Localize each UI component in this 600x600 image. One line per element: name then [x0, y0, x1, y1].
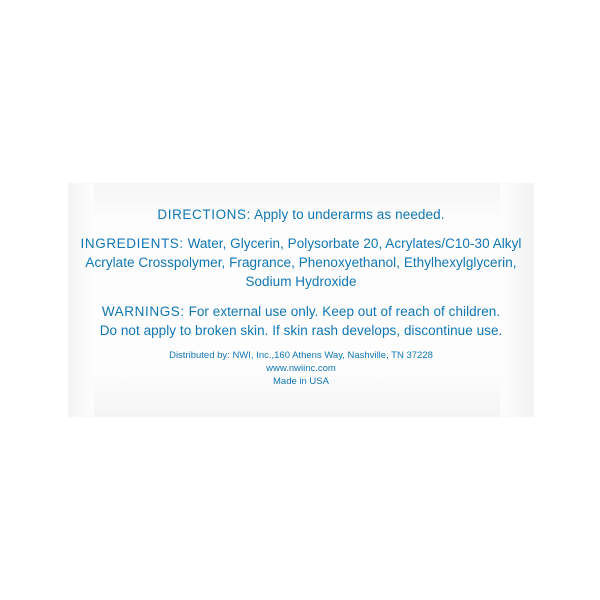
directions-line — [68, 206, 534, 224]
origin-line: Made in USA — [273, 375, 329, 387]
directions-text: Apply to underarms as needed. — [254, 207, 445, 222]
directions-heading: DIRECTIONS: — [157, 207, 251, 222]
website-line: www.nwiinc.com — [266, 363, 336, 375]
fineprint-block — [68, 350, 534, 388]
ingredients-line-2: Acrylate Crosspolymer, Fragrance, Phenoxyethanol, Ethylhexylglycerin, — [85, 254, 517, 270]
label-text-container — [68, 200, 534, 389]
ingredients-heading: INGREDIENTS: — [80, 235, 184, 251]
warnings-line-2: Do not apply to broken skin. If skin rash develops, discontinue use. — [99, 323, 503, 339]
ingredients-text-line-1: Water, Glycerin, Polysorbate 20, Acrylates/C10-30 Alkyl — [187, 235, 522, 251]
ingredients-line-3: Sodium Hydroxide — [245, 273, 357, 289]
ingredients-line-1 — [68, 234, 534, 253]
warnings-text-line-1: For external use only. Keep out of reach of children. — [188, 304, 501, 320]
ingredients-block — [68, 234, 534, 291]
distributor-line: Distributed by: NWI, Inc.,160 Athens Way, Nashville, TN 37228 — [169, 350, 433, 362]
warnings-heading: WARNINGS: — [101, 304, 185, 320]
warnings-line-1 — [68, 302, 534, 321]
warnings-block — [68, 302, 534, 340]
